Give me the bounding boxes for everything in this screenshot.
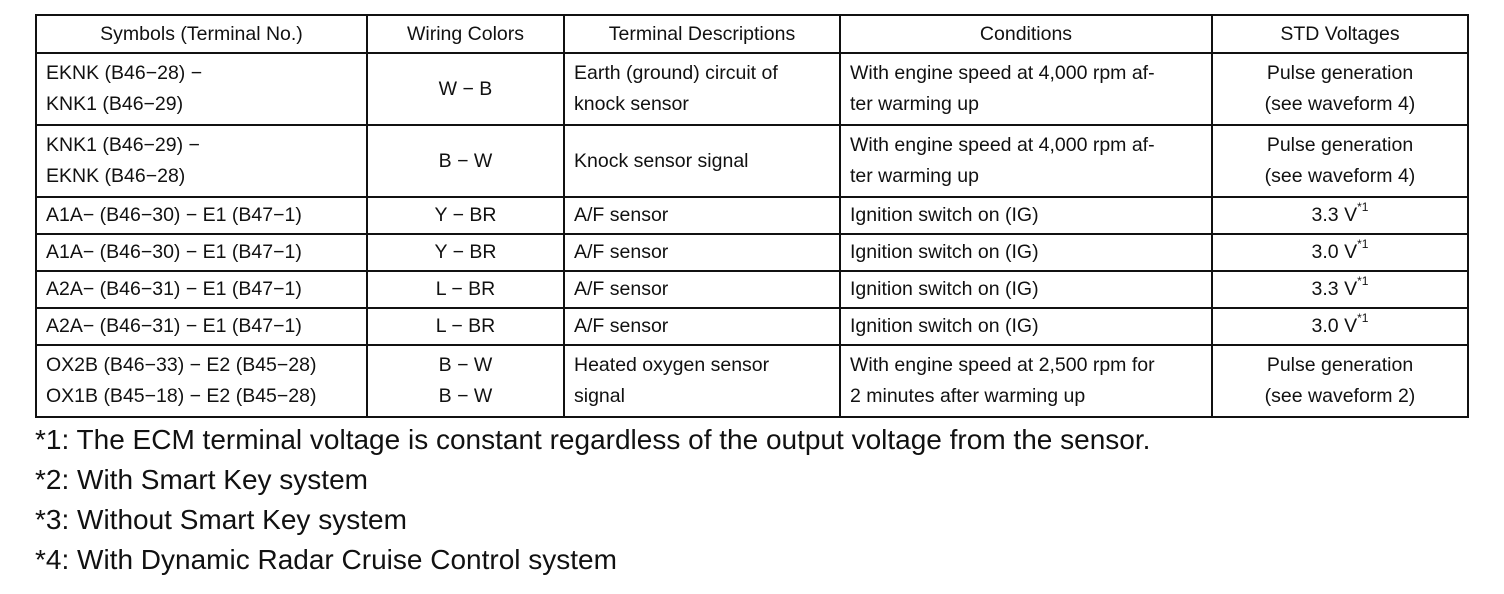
cell-std-voltage-line xyxy=(1222,350,1458,381)
cell-wiring-colors-line: L − BR xyxy=(435,278,496,300)
footnote-marker: *1 xyxy=(1357,273,1369,288)
table-row xyxy=(36,197,1468,234)
cell-terminal-description-line: signal xyxy=(574,385,625,407)
table-row xyxy=(36,234,1468,271)
std-voltage-text: 3.3 V xyxy=(1311,278,1358,300)
cell-symbols xyxy=(36,308,367,345)
cell-symbols xyxy=(36,234,367,271)
footnote-3: *3: Without Smart Key system xyxy=(35,504,407,535)
cell-symbols-line: A1A− (B46−30) − E1 (B47−1) xyxy=(46,241,302,263)
cell-terminal-description xyxy=(564,125,840,197)
cell-conditions xyxy=(840,197,1212,234)
cell-conditions-line: With engine speed at 4,000 rpm af- xyxy=(850,62,1155,84)
table-row xyxy=(36,345,1468,417)
cell-terminal-description-line: A/F sensor xyxy=(574,204,669,226)
cell-symbols xyxy=(36,125,367,197)
cell-wiring-colors-line: B − W xyxy=(438,385,493,407)
cell-std-voltage-line xyxy=(1222,274,1458,305)
footnotes xyxy=(35,420,1150,580)
cell-conditions xyxy=(840,345,1212,417)
std-voltage-text: 3.0 V xyxy=(1311,241,1358,263)
cell-wiring-colors xyxy=(367,234,564,271)
cell-conditions-line: ter warming up xyxy=(850,165,979,187)
table-row xyxy=(36,271,1468,308)
terminal-voltage-sheet xyxy=(35,14,1469,418)
cell-terminal-description-line: A/F sensor xyxy=(574,315,669,337)
std-voltage-text: (see waveform 4) xyxy=(1264,165,1416,187)
cell-wiring-colors-line: Y − BR xyxy=(434,241,497,263)
footnote-2: *2: With Smart Key system xyxy=(35,464,368,495)
cell-wiring-colors xyxy=(367,53,564,125)
cell-std-voltage xyxy=(1212,234,1468,271)
cell-wiring-colors xyxy=(367,125,564,197)
std-voltage-text: 3.0 V xyxy=(1311,315,1358,337)
std-voltage-text: Pulse generation xyxy=(1266,134,1414,156)
cell-symbols xyxy=(36,197,367,234)
terminal-spec-table xyxy=(35,14,1469,418)
cell-std-voltage-line xyxy=(1222,58,1458,89)
footnote-1: *1: The ECM terminal voltage is constant regardless of the output voltage from the sensor. xyxy=(35,424,1151,455)
std-voltage-text: 3.3 V xyxy=(1311,204,1358,226)
table-header-row xyxy=(36,15,1468,53)
cell-conditions-line: ter warming up xyxy=(850,93,979,115)
cell-conditions-line: Ignition switch on (IG) xyxy=(850,315,1039,337)
cell-wiring-colors-line: Y − BR xyxy=(434,204,497,226)
cell-wiring-colors xyxy=(367,345,564,417)
cell-terminal-description xyxy=(564,345,840,417)
cell-terminal-description xyxy=(564,234,840,271)
cell-wiring-colors xyxy=(367,271,564,308)
cell-symbols xyxy=(36,53,367,125)
std-voltage-text: Pulse generation xyxy=(1266,62,1414,84)
cell-wiring-colors xyxy=(367,197,564,234)
table-row xyxy=(36,53,1468,125)
cell-std-voltage xyxy=(1212,125,1468,197)
cell-conditions-line: 2 minutes after warming up xyxy=(850,385,1086,407)
cell-std-voltage-line xyxy=(1222,200,1458,231)
cell-symbols-line: KNK1 (B46−29) xyxy=(46,93,184,115)
cell-conditions xyxy=(840,271,1212,308)
footnote-marker: *1 xyxy=(1357,310,1369,325)
cell-symbols-line: OX2B (B46−33) − E2 (B45−28) xyxy=(46,354,317,376)
cell-conditions xyxy=(840,125,1212,197)
cell-std-voltage xyxy=(1212,271,1468,308)
cell-symbols-line: EKNK (B46−28) xyxy=(46,165,186,187)
cell-wiring-colors-line: W − B xyxy=(438,77,493,100)
std-voltage-text: Pulse generation xyxy=(1266,354,1414,376)
cell-conditions xyxy=(840,53,1212,125)
cell-symbols-line: KNK1 (B46−29) − xyxy=(46,134,200,156)
cell-conditions-line: Ignition switch on (IG) xyxy=(850,278,1039,300)
cell-terminal-description-line: knock sensor xyxy=(574,93,689,115)
header-wiring-colors: Wiring Colors xyxy=(367,15,564,53)
cell-symbols-line: A2A− (B46−31) − E1 (B47−1) xyxy=(46,315,302,337)
cell-conditions xyxy=(840,234,1212,271)
cell-conditions-line: Ignition switch on (IG) xyxy=(850,204,1039,226)
cell-std-voltage-line xyxy=(1222,161,1458,192)
header-symbols: Symbols (Terminal No.) xyxy=(36,15,367,53)
cell-conditions-line: Ignition switch on (IG) xyxy=(850,241,1039,263)
table-row xyxy=(36,125,1468,197)
cell-std-voltage xyxy=(1212,308,1468,345)
cell-wiring-colors-line: B − W xyxy=(438,149,493,172)
cell-terminal-description xyxy=(564,53,840,125)
cell-conditions xyxy=(840,308,1212,345)
cell-symbols-line: EKNK (B46−28) − xyxy=(46,62,203,84)
cell-terminal-description-line: A/F sensor xyxy=(574,278,669,300)
cell-terminal-description xyxy=(564,197,840,234)
cell-std-voltage xyxy=(1212,53,1468,125)
cell-std-voltage-line xyxy=(1222,237,1458,268)
table-row xyxy=(36,308,1468,345)
cell-symbols xyxy=(36,345,367,417)
footnote-4: *4: With Dynamic Radar Cruise Control system xyxy=(35,544,617,575)
header-conditions: Conditions xyxy=(840,15,1212,53)
cell-terminal-description xyxy=(564,271,840,308)
cell-terminal-description xyxy=(564,308,840,345)
cell-std-voltage-line xyxy=(1222,311,1458,342)
cell-terminal-description-line: Heated oxygen sensor xyxy=(574,354,770,376)
cell-conditions-line: With engine speed at 2,500 rpm for xyxy=(850,354,1155,376)
cell-std-voltage-line xyxy=(1222,89,1458,120)
cell-symbols-line: A2A− (B46−31) − E1 (B47−1) xyxy=(46,278,302,300)
cell-symbols-line: A1A− (B46−30) − E1 (B47−1) xyxy=(46,204,302,226)
cell-std-voltage-line xyxy=(1222,130,1458,161)
cell-wiring-colors-line: L − BR xyxy=(435,315,496,337)
cell-wiring-colors-line: B − W xyxy=(438,354,493,376)
cell-symbols xyxy=(36,271,367,308)
footnote-marker: *1 xyxy=(1357,236,1369,251)
footnote-marker: *1 xyxy=(1357,199,1369,214)
header-std-voltages: STD Voltages xyxy=(1212,15,1468,53)
cell-std-voltage-line xyxy=(1222,381,1458,412)
std-voltage-text: (see waveform 2) xyxy=(1264,385,1416,407)
cell-terminal-description-line: Earth (ground) circuit of xyxy=(574,62,778,84)
cell-conditions-line: With engine speed at 4,000 rpm af- xyxy=(850,134,1155,156)
cell-std-voltage xyxy=(1212,197,1468,234)
cell-terminal-description-line: Knock sensor signal xyxy=(574,149,749,172)
cell-wiring-colors xyxy=(367,308,564,345)
header-terminal-descriptions: Terminal Descriptions xyxy=(564,15,840,53)
cell-symbols-line: OX1B (B45−18) − E2 (B45−28) xyxy=(46,385,317,407)
cell-terminal-description-line: A/F sensor xyxy=(574,241,669,263)
std-voltage-text: (see waveform 4) xyxy=(1264,93,1416,115)
cell-std-voltage xyxy=(1212,345,1468,417)
table-body xyxy=(36,53,1468,417)
